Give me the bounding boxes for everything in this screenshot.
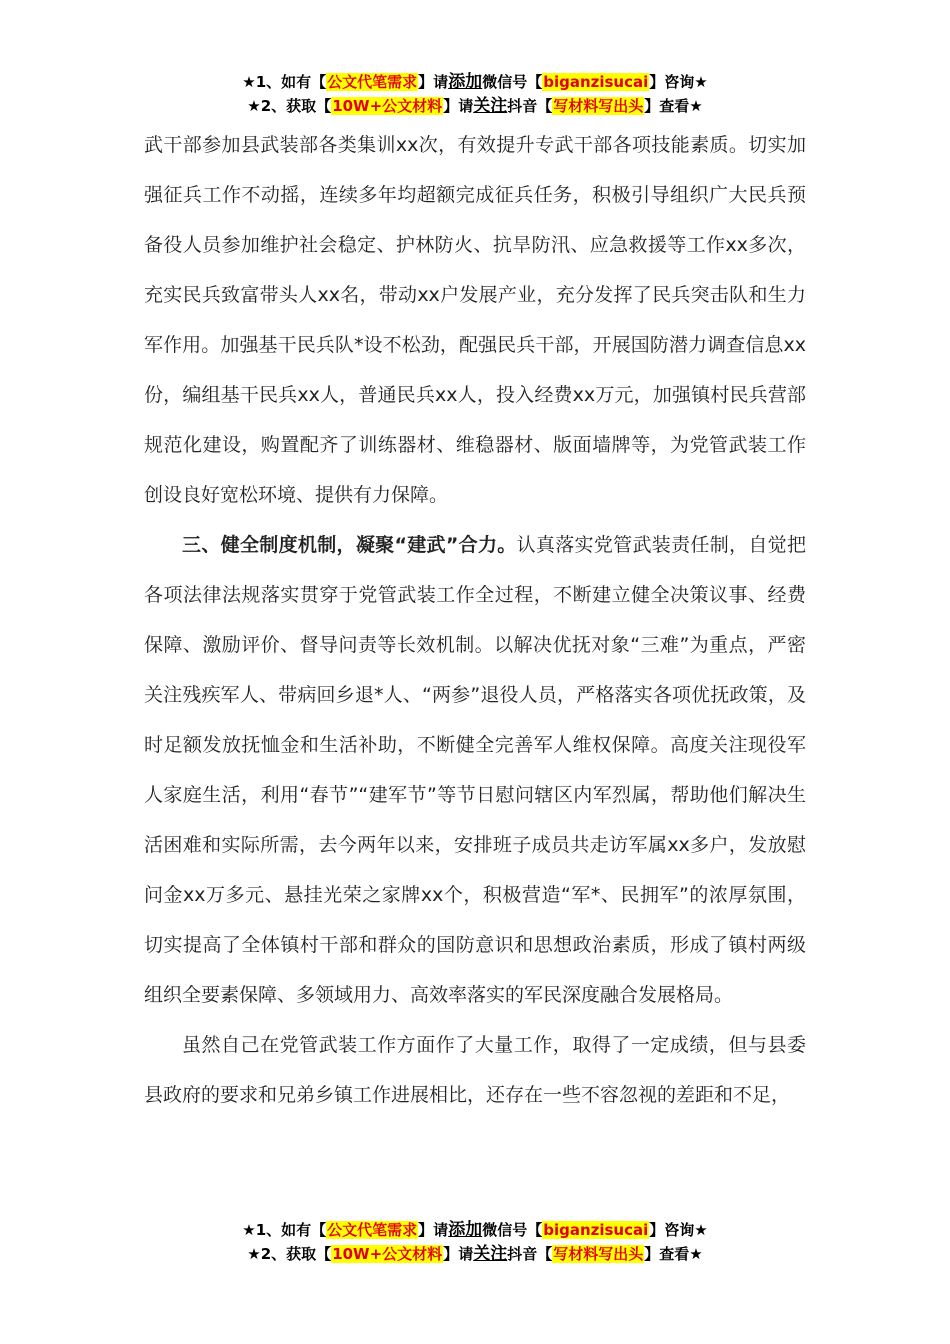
banner-highlight-wechat: biganzisucai [543, 73, 649, 91]
banner-emphasis: 添加 [448, 1220, 483, 1240]
banner-highlight: 10W+公文材料 [332, 1245, 443, 1263]
banner-highlight-douyin: 写材料写出头 [553, 97, 644, 115]
banner-text: 】请 [443, 1245, 474, 1263]
banner-line-2 [0, 1242, 950, 1266]
banner-text: ★1、如有【 [242, 1221, 327, 1239]
banner-emphasis: 关注 [473, 1244, 508, 1264]
section-heading: 三、健全制度机制，凝聚“建武”合力。 [182, 534, 517, 556]
banner-text: 】查看★ [644, 1245, 703, 1263]
banner-highlight: 公文代笔需求 [327, 1221, 418, 1239]
paragraph-1: 武干部参加县武装部各类集训xx次，有效提升专武干部各项技能素质。切实加强征兵工作不动摇，连续多年均超额完成征兵任务，积极引导组织广大民兵预备役人员参加维护社会稳定、护林防火、抗旱防汛、应急救援等工作xx多次，充实民兵致富带头人xx名，带动xx户发展产业，充分发挥了民兵突击队和生力军作用。加强基干民兵队*设不松劲，配强民兵干部，开展国防潜力调查信息xx份，编组基干民兵xx人，普通民兵xx人，投入经费xx万元，加强镇村民兵营部规范化建设，购置配齐了训练器材、维稳器材、版面墙牌等，为党管武装工作创设良好宽松环境、提供有力保障。 [144, 134, 806, 506]
banner-line-1 [0, 70, 950, 94]
banner-highlight-douyin: 写材料写出头 [553, 1245, 644, 1263]
banner-line-1 [0, 1218, 950, 1242]
banner-text: 微信号【 [482, 73, 543, 91]
banner-text: 】咨询★ [649, 1221, 708, 1239]
banner-emphasis: 添加 [448, 72, 483, 92]
document-body [144, 120, 806, 1120]
banner-text: 】查看★ [644, 97, 703, 115]
banner-highlight-wechat: biganzisucai [543, 1221, 649, 1239]
paragraph-3: 虽然自己在党管武装工作方面作了大量工作，取得了一定成绩，但与县委县政府的要求和兄弟乡镇工作进展相比，还存在一些不容忽视的差距和不足， [144, 1034, 806, 1106]
banner-text: 】请 [418, 1221, 449, 1239]
banner-text: 微信号【 [482, 1221, 543, 1239]
banner-text: 】请 [418, 73, 449, 91]
banner-text: 】请 [443, 97, 474, 115]
banner-text: ★1、如有【 [242, 73, 327, 91]
banner-text: ★2、获取【 [247, 97, 332, 115]
banner-line-2 [0, 94, 950, 118]
banner-text: 抖音【 [507, 97, 553, 115]
header-banner [0, 70, 950, 118]
banner-highlight: 公文代笔需求 [327, 73, 418, 91]
banner-highlight: 10W+公文材料 [332, 97, 443, 115]
banner-text: 抖音【 [507, 1245, 553, 1263]
footer-banner [0, 1218, 950, 1266]
banner-text: ★2、获取【 [247, 1245, 332, 1263]
banner-emphasis: 关注 [473, 96, 508, 116]
banner-text: 】咨询★ [649, 73, 708, 91]
paragraph-2-text: 认真落实党管武装责任制，自觉把各项法律法规落实贯穿于党管武装工作全过程，不断建立健全决策议事、经费保障、激励评价、督导问责等长效机制。以解决优抚对象“三难”为重点，严密关注残疾军人、带病回乡退*人、“两参”退役人员，严格落实各项优抚政策，及时足额发放抚恤金和生活补助，不断健全完善军人维权保障。高度关注现役军人家庭生活，利用“春节”“建军节”等节日慰问辖区内军烈属，帮助他们解决生活困难和实际所需，去今两年以来，安排班子成员共走访军属xx多户，发放慰问金xx万多元、悬挂光荣之家牌xx个，积极营造“军*、民拥军”的浓厚氛围，切实提高了全体镇村干部和群众的国防意识和思想政治素质，形成了镇村两级组织全要素保障、多领域用力、高效率落实的军民深度融合发展格局。 [144, 534, 806, 1006]
paragraph-2 [144, 520, 806, 1020]
